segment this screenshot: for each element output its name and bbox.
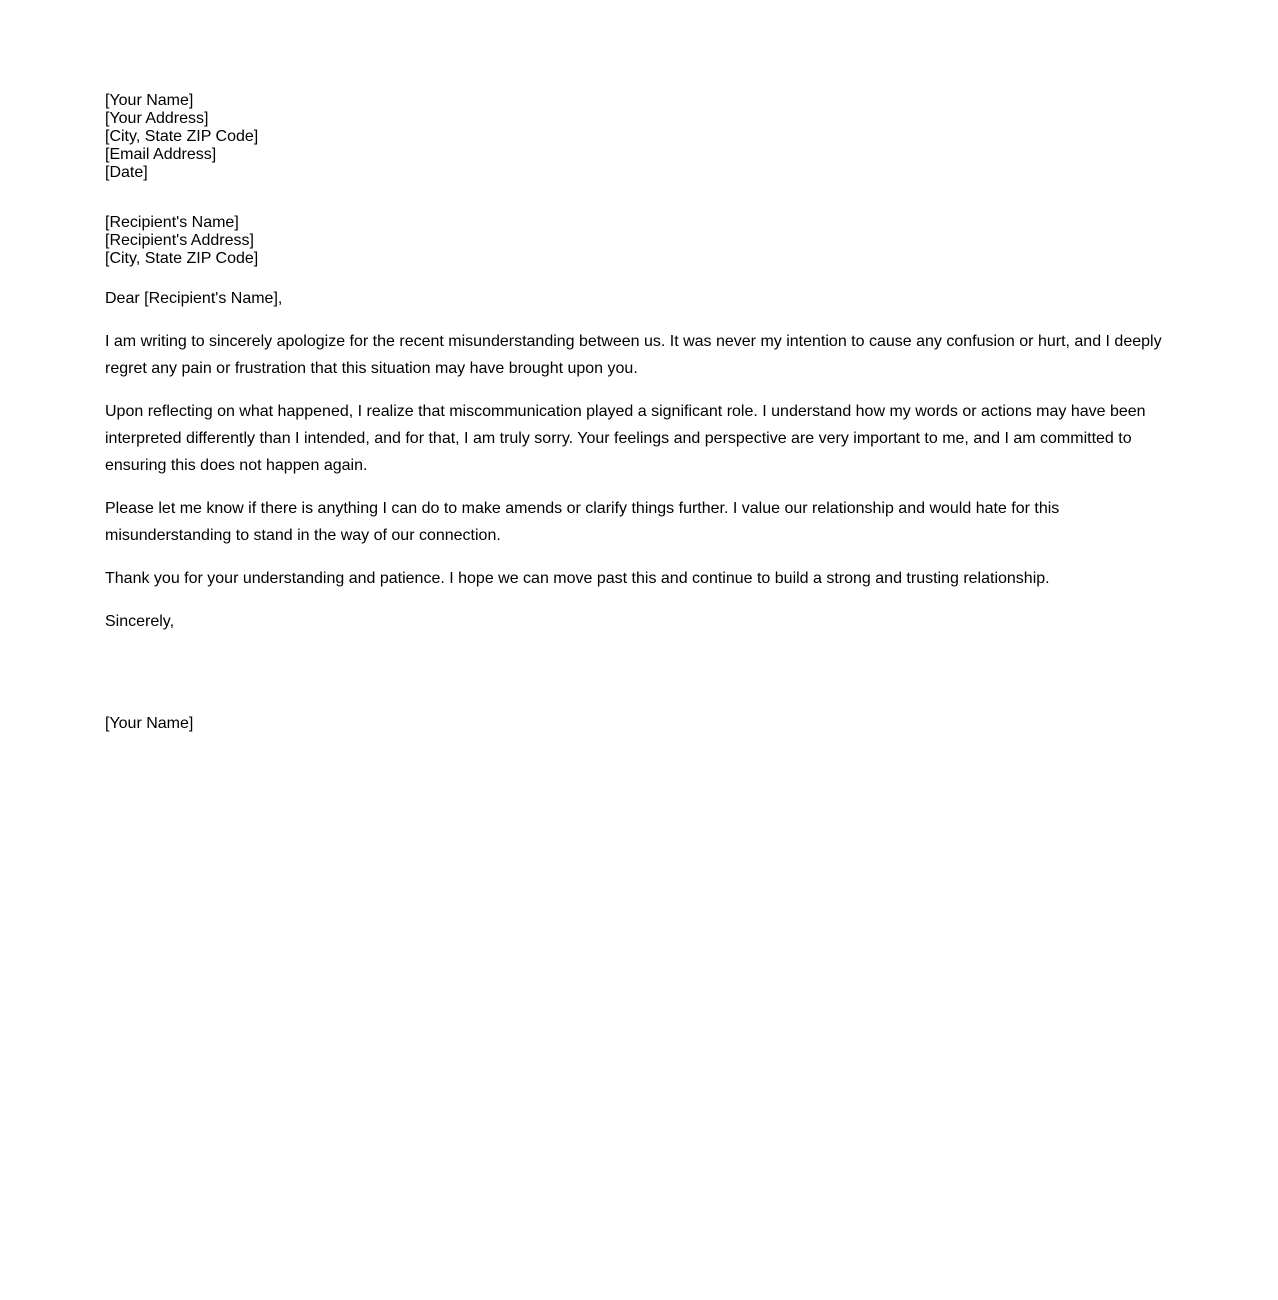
recipient-address-block (105, 214, 1173, 268)
recipient-address-line: [Recipient's Address] (105, 232, 254, 249)
closing-line: Sincerely, (105, 613, 175, 630)
body-paragraph-amends: Please let me know if there is anything I can do to make amends or clarify things further. I value our relationship and would hate for this misunderstanding to stand in the way of our connection. (105, 500, 1060, 544)
body-paragraph-reflection: Upon reflecting on what happened, I realize that miscommunication played a significant role. I understand how my words or actions may have been interpreted differently than I intended, and for that, I am truly sorry. Your feelings and perspective are very important to me, and I am committed to ensuring this does not happen again. (105, 403, 1146, 474)
sender-address-block (105, 92, 1173, 182)
sender-name-line: [Your Name] (105, 92, 194, 109)
recipient-name-line: [Recipient's Name] (105, 214, 239, 231)
sender-email-line: [Email Address] (105, 146, 217, 163)
sender-city-line: [City, State ZIP Code] (105, 128, 259, 145)
body-paragraph-apology: I am writing to sincerely apologize for the recent misunderstanding between us. It was never my intention to cause any confusion or hurt, and I deeply regret any pain or frustration that this situation may have brought upon you. (105, 333, 1162, 377)
body-paragraph-thanks: Thank you for your understanding and patience. I hope we can move past this and continue to build a strong and trusting relationship. (105, 570, 1050, 587)
letter-date-line: [Date] (105, 164, 148, 181)
recipient-city-line: [City, State ZIP Code] (105, 250, 259, 267)
signature-line: [Your Name] (105, 715, 194, 732)
sender-address-line: [Your Address] (105, 110, 209, 127)
salutation-line: Dear [Recipient's Name], (105, 290, 283, 307)
